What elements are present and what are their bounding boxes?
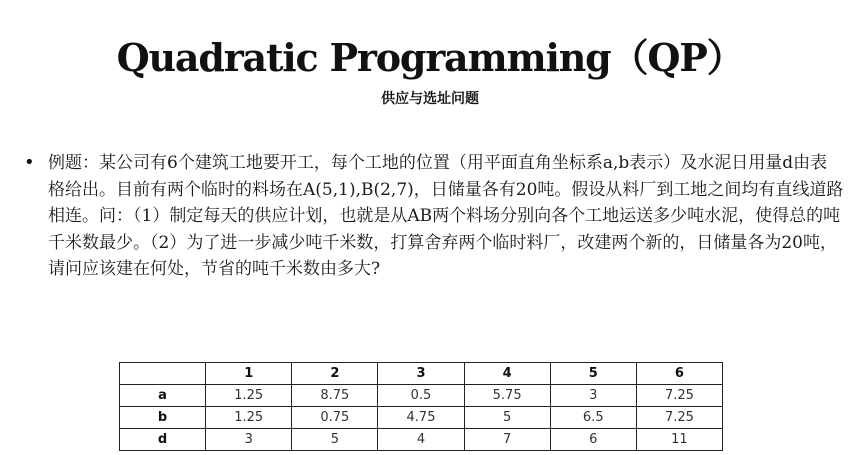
table-cell: 4 bbox=[378, 429, 464, 451]
row-header: b bbox=[120, 407, 206, 429]
problem-bullet bbox=[24, 150, 844, 283]
site-data-table bbox=[119, 362, 723, 451]
table-row bbox=[120, 429, 723, 451]
problem-text: 例题：某公司有6个建筑工地要开工，每个工地的位置（用平面直角坐标系a,b表示）及水泥日用量d由表格给出。目前有两个临时的料场在A(5,1),B(2,7)，日储量各有20吨。假设从料厂到工地之间均有直线道路相连。问：（1）制定每天的供应计划，也就是从AB两个料场分别向各个工地运送多少吨水泥，使得总的吨千米数最少。（2）为了进一步减少吨千米数，打算舍弃两个临时料厂，改建两个新的，日储量各为20吨，请问应该建在何处，节省的吨千米数由多大? bbox=[48, 153, 844, 279]
table-cell: 7.25 bbox=[636, 385, 722, 407]
column-header: 4 bbox=[464, 363, 550, 385]
table-cell: 6.5 bbox=[550, 407, 636, 429]
bullet-dot-icon: • bbox=[24, 152, 35, 173]
table-cell: 5.75 bbox=[464, 385, 550, 407]
table-cell: 5 bbox=[464, 407, 550, 429]
slide-title: Quadratic Programming（QP） bbox=[116, 35, 744, 80]
table-cell: 7.25 bbox=[636, 407, 722, 429]
column-header: 3 bbox=[378, 363, 464, 385]
table-cell: 4.75 bbox=[378, 407, 464, 429]
table-cell: 3 bbox=[206, 429, 292, 451]
table-header-row bbox=[120, 363, 723, 385]
table-corner-cell bbox=[120, 363, 206, 385]
table-cell: 5 bbox=[292, 429, 378, 451]
column-header: 5 bbox=[550, 363, 636, 385]
table-cell: 6 bbox=[550, 429, 636, 451]
table-cell: 1.25 bbox=[206, 407, 292, 429]
table-cell: 11 bbox=[636, 429, 722, 451]
slide-subtitle: 供应与选址问题 bbox=[381, 91, 479, 107]
table-row bbox=[120, 407, 723, 429]
row-header: d bbox=[120, 429, 206, 451]
row-header: a bbox=[120, 385, 206, 407]
table-cell: 0.5 bbox=[378, 385, 464, 407]
column-header: 2 bbox=[292, 363, 378, 385]
table-cell: 0.75 bbox=[292, 407, 378, 429]
column-header: 6 bbox=[636, 363, 722, 385]
table-row bbox=[120, 385, 723, 407]
table-cell: 7 bbox=[464, 429, 550, 451]
table-cell: 3 bbox=[550, 385, 636, 407]
table-cell: 1.25 bbox=[206, 385, 292, 407]
table-cell: 8.75 bbox=[292, 385, 378, 407]
column-header: 1 bbox=[206, 363, 292, 385]
